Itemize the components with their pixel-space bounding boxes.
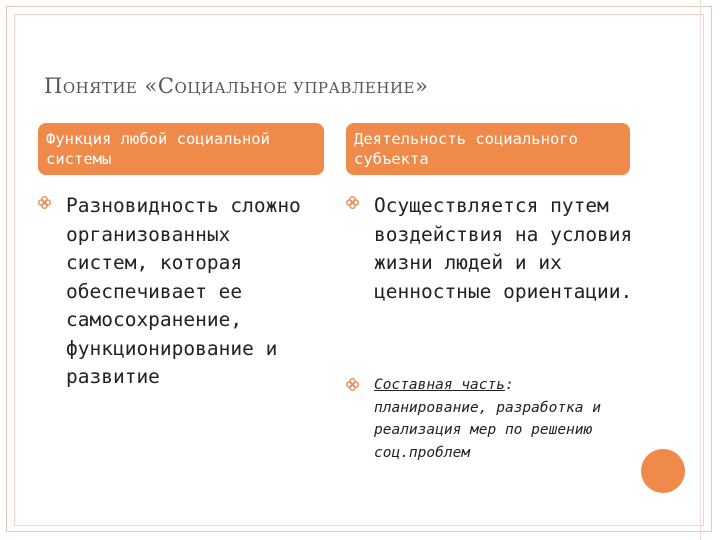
left-bullet-text: Разновидность сложно организованных систем, которая обеспечивает ее самосохранение, функционирование и развитие xyxy=(66,194,301,388)
decorative-line xyxy=(700,0,701,540)
title-word-2: ОЦИАЛЬНОЕ УПРАВЛЕНИЕ xyxy=(174,79,415,97)
component-description: планирование, разработка и реализация мер по решению соц.проблем xyxy=(374,399,601,461)
bullet-flower-icon xyxy=(38,196,52,392)
right-bullet-2 xyxy=(346,374,606,464)
bullet-flower-icon xyxy=(346,378,360,464)
bullet-flower-icon xyxy=(346,196,360,306)
title-initial-1: П xyxy=(44,74,63,98)
title-open-quote: « xyxy=(137,74,158,98)
title-initial-2: С xyxy=(157,74,175,98)
component-colon: : xyxy=(504,377,514,393)
decorative-circle xyxy=(641,449,685,493)
left-column-header: Функция любой социальной системы xyxy=(38,123,324,175)
title-word-1: ОНЯТИЕ xyxy=(62,79,138,97)
slide-title xyxy=(44,74,428,98)
left-bullet xyxy=(38,192,318,392)
right-column-header: Деятельность социального субъекта xyxy=(346,123,630,175)
component-label: Составная часть xyxy=(374,377,505,393)
right-bullet-1 xyxy=(346,192,636,306)
right-bullet-2-text xyxy=(374,374,606,464)
title-close-quote: » xyxy=(414,74,429,98)
right-bullet-1-text: Осуществляется путем воздействия на условия жизни людей и их ценностные ориентации. xyxy=(374,194,633,303)
